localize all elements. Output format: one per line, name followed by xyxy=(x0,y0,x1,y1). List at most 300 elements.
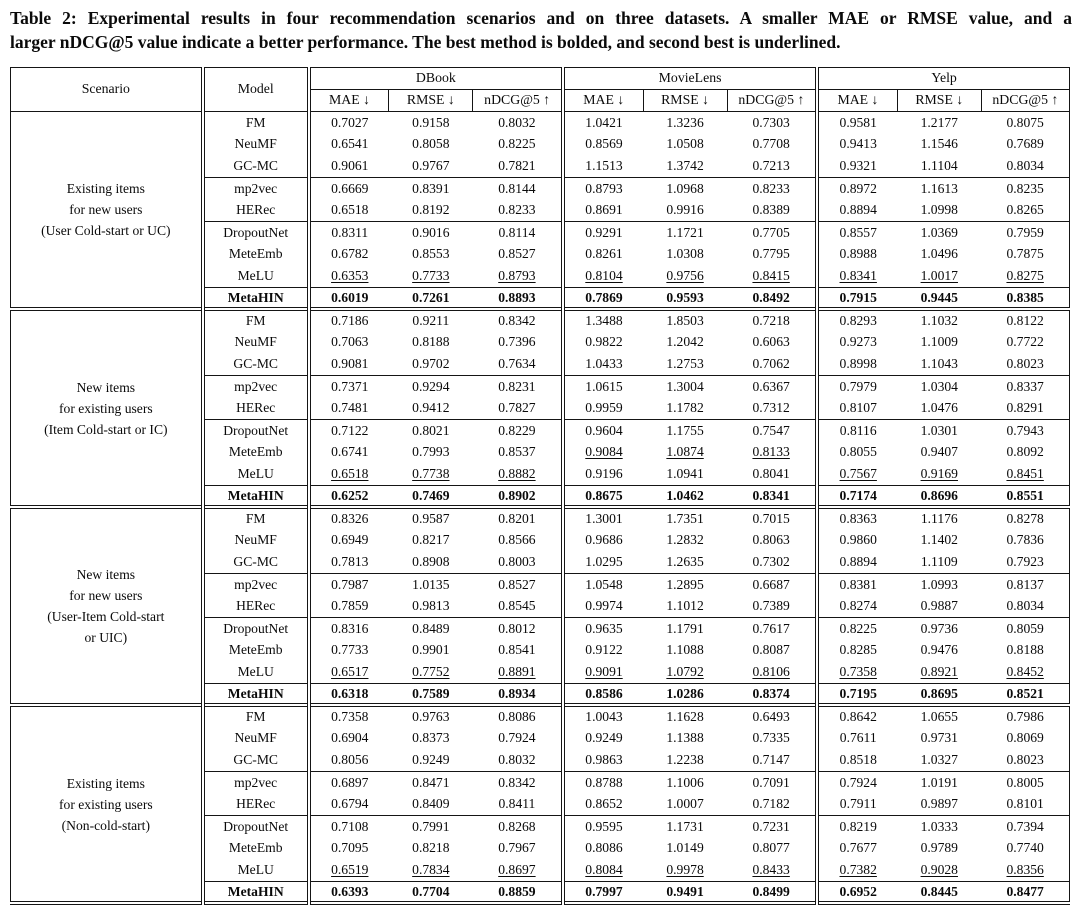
metric-value: 0.8691 xyxy=(563,199,643,221)
metric-value: 0.7218 xyxy=(727,309,817,331)
header-metric-yelp-mae: MAE ↓ xyxy=(817,89,897,111)
metric-value: 0.8527 xyxy=(473,573,563,595)
metric-value: 1.3001 xyxy=(563,507,643,529)
metric-value: 1.2042 xyxy=(666,334,704,350)
metric-value: 0.8566 xyxy=(498,532,536,548)
metric-value: 0.9291 xyxy=(563,221,643,243)
metric-value: 0.9061 xyxy=(309,155,389,177)
metric-value: 0.8675 xyxy=(563,485,643,507)
metric-value: 1.0135 xyxy=(389,573,473,595)
model-name: MetaHIN xyxy=(203,287,309,309)
metric-value: 0.8551 xyxy=(981,485,1069,507)
model-name: FM xyxy=(203,111,309,133)
metric-value: 1.1513 xyxy=(563,155,643,177)
model-name: MeLU xyxy=(203,661,309,683)
metric-value: 0.7708 xyxy=(752,136,790,152)
metric-value: 0.7752 xyxy=(412,664,450,680)
metric-value: 0.9158 xyxy=(389,111,473,133)
model-name: FM xyxy=(203,705,309,727)
metric-value: 0.8233 xyxy=(498,202,536,218)
metric-value: 0.8034 xyxy=(1006,158,1044,174)
metric-value: 0.9595 xyxy=(563,815,643,837)
metric-value: 0.8891 xyxy=(498,664,536,680)
model-name: mp2vec xyxy=(203,177,309,199)
metric-value: 0.7915 xyxy=(817,287,897,309)
metric-value: 0.6949 xyxy=(309,529,389,551)
metric-value: 0.9686 xyxy=(563,529,643,551)
metric-value: 0.8188 xyxy=(412,334,450,350)
metric-value: 0.7611 xyxy=(817,727,897,749)
metric-value: 1.3742 xyxy=(666,158,704,174)
metric-value: 0.8114 xyxy=(473,221,563,243)
metric-value: 0.8445 xyxy=(897,881,981,903)
metric-value: 0.9731 xyxy=(920,730,958,746)
metric-value: 0.7738 xyxy=(412,466,450,482)
metric-value: 0.6669 xyxy=(309,177,389,199)
metric-value: 0.8894 xyxy=(817,199,897,221)
metric-value: 0.9635 xyxy=(563,617,643,639)
metric-value: 0.8219 xyxy=(817,815,897,837)
model-name: GC-MC xyxy=(203,551,309,573)
metric-value: 0.7997 xyxy=(563,881,643,903)
metric-value: 1.0043 xyxy=(563,705,643,727)
metric-value: 0.7122 xyxy=(309,419,389,441)
metric-value: 0.9887 xyxy=(920,598,958,614)
metric-value: 1.1088 xyxy=(666,642,704,658)
scenario-label xyxy=(11,111,203,309)
metric-value: 0.8356 xyxy=(1006,862,1044,878)
header-metric-movielens-ndcg: nDCG@5 ↑ xyxy=(727,89,817,111)
metric-value: 0.9581 xyxy=(817,111,897,133)
metric-value: 0.7394 xyxy=(981,815,1069,837)
metric-value: 0.8527 xyxy=(498,246,536,262)
metric-value: 1.0369 xyxy=(897,221,981,243)
scenario-line: Existing items xyxy=(66,775,145,791)
header-dataset-movielens: MovieLens xyxy=(563,67,817,89)
metric-value: 1.0327 xyxy=(920,752,958,768)
metric-value: 0.8218 xyxy=(412,840,450,856)
metric-value: 0.7469 xyxy=(389,485,473,507)
metric-value: 1.0476 xyxy=(920,400,958,416)
metric-value: 0.8409 xyxy=(412,796,450,812)
header-dataset-dbook: DBook xyxy=(309,67,563,89)
table-body xyxy=(11,111,1070,903)
metric-value: 0.9196 xyxy=(563,463,643,485)
metric-value: 0.7923 xyxy=(1006,554,1044,570)
metric-value: 0.8055 xyxy=(817,441,897,463)
metric-value: 0.8374 xyxy=(727,683,817,705)
metric-value: 0.8381 xyxy=(817,573,897,595)
metric-value: 0.9863 xyxy=(563,749,643,771)
metric-value: 0.8541 xyxy=(498,642,536,658)
metric-value: 0.7186 xyxy=(309,309,389,331)
metric-value: 0.8859 xyxy=(473,881,563,903)
metric-value: 0.7991 xyxy=(389,815,473,837)
metric-value: 0.8274 xyxy=(817,595,897,617)
metric-value: 1.1402 xyxy=(920,532,958,548)
scenario-line: (Non-cold-start) xyxy=(61,817,150,833)
metric-value: 0.7567 xyxy=(817,463,897,485)
metric-value: 0.8521 xyxy=(981,683,1069,705)
metric-value: 0.7382 xyxy=(817,859,897,881)
metric-value: 0.8268 xyxy=(473,815,563,837)
scenario-line: for new users xyxy=(69,201,143,217)
model-name: DropoutNet xyxy=(203,815,309,837)
metric-value: 0.7834 xyxy=(412,862,450,878)
model-name: HERec xyxy=(203,199,309,221)
metric-value: 0.7959 xyxy=(981,221,1069,243)
metric-value: 0.7689 xyxy=(1006,136,1044,152)
metric-value: 0.8003 xyxy=(498,554,536,570)
metric-value: 1.2635 xyxy=(666,554,704,570)
metric-value: 0.8545 xyxy=(498,598,536,614)
metric-value: 0.8086 xyxy=(563,837,643,859)
metric-value: 0.8988 xyxy=(817,243,897,265)
metric-value: 0.9756 xyxy=(666,268,704,284)
metric-value: 0.9593 xyxy=(643,287,727,309)
metric-value: 0.6904 xyxy=(309,727,389,749)
metric-value: 1.1613 xyxy=(897,177,981,199)
model-name: NeuMF xyxy=(203,133,309,155)
metric-value: 0.6741 xyxy=(309,441,389,463)
metric-value: 0.9604 xyxy=(563,419,643,441)
model-name: DropoutNet xyxy=(203,419,309,441)
metric-value: 0.6782 xyxy=(309,243,389,265)
metric-value: 0.9321 xyxy=(817,155,897,177)
metric-value: 0.7821 xyxy=(498,158,536,174)
metric-value: 1.0308 xyxy=(666,246,704,262)
metric-value: 1.0615 xyxy=(563,375,643,397)
metric-value: 0.8557 xyxy=(817,221,897,243)
metric-value: 0.7875 xyxy=(1006,246,1044,262)
metric-value: 0.8275 xyxy=(1006,268,1044,284)
scenario-line: New items xyxy=(76,379,136,395)
metric-value: 0.8092 xyxy=(1006,444,1044,460)
metric-value: 0.8188 xyxy=(1006,642,1044,658)
metric-value: 0.8337 xyxy=(981,375,1069,397)
metric-value: 0.7547 xyxy=(727,419,817,441)
metric-value: 0.8385 xyxy=(981,287,1069,309)
metric-value: 0.8908 xyxy=(412,554,450,570)
metric-value: 0.8921 xyxy=(920,664,958,680)
model-name: MeteEmb xyxy=(203,243,309,265)
metric-value: 0.9294 xyxy=(389,375,473,397)
metric-value: 0.9016 xyxy=(389,221,473,243)
metric-value: 0.9122 xyxy=(563,639,643,661)
metric-value: 1.1791 xyxy=(643,617,727,639)
metric-value: 0.8063 xyxy=(752,532,790,548)
metric-value: 0.9028 xyxy=(920,862,958,878)
metric-value: 0.7015 xyxy=(727,507,817,529)
header-model: Model xyxy=(203,67,309,111)
table-caption xyxy=(10,7,1072,55)
metric-value: 0.6318 xyxy=(309,683,389,705)
metric-value: 0.8069 xyxy=(1006,730,1044,746)
scenario-label xyxy=(11,507,203,705)
metric-value: 0.7836 xyxy=(1006,532,1044,548)
metric-value: 0.7986 xyxy=(981,705,1069,727)
model-name: FM xyxy=(203,507,309,529)
model-name: mp2vec xyxy=(203,573,309,595)
metric-value: 0.8086 xyxy=(473,705,563,727)
metric-value: 0.7358 xyxy=(817,661,897,683)
metric-value: 0.8106 xyxy=(752,664,790,680)
metric-value: 1.0421 xyxy=(563,111,643,133)
metric-value: 0.8415 xyxy=(752,268,790,284)
metric-value: 0.8553 xyxy=(412,246,450,262)
metric-value: 0.6687 xyxy=(727,573,817,595)
metric-value: 0.8192 xyxy=(412,202,450,218)
metric-value: 0.9736 xyxy=(897,617,981,639)
metric-value: 1.0149 xyxy=(666,840,704,856)
header-dataset-yelp: Yelp xyxy=(817,67,1069,89)
caption-line-2: larger nDCG@5 value indicate a better performance. The best method is bolded, and second best is underlined. xyxy=(10,31,841,52)
metric-value: 1.3488 xyxy=(563,309,643,331)
scenario-line: (User Cold-start or UC) xyxy=(41,222,171,238)
metric-value: 0.8697 xyxy=(498,862,536,878)
metric-value: 1.0941 xyxy=(666,466,704,482)
metric-value: 1.0462 xyxy=(643,485,727,507)
metric-value: 0.8058 xyxy=(412,136,450,152)
metric-value: 1.1104 xyxy=(920,158,958,174)
caption-line-1: Table 2: Experimental results in four recommendation scenarios and on three datasets. A smaller MAE or RMSE value, and a xyxy=(10,8,1072,28)
scenario-line: or UIC) xyxy=(84,630,128,646)
scenario-line: (Item Cold-start or IC) xyxy=(44,421,168,437)
metric-value: 0.8012 xyxy=(473,617,563,639)
metric-value: 0.9702 xyxy=(412,356,450,372)
scenario-line: Existing items xyxy=(66,180,145,196)
metric-value: 1.2753 xyxy=(666,356,704,372)
metric-value: 0.8021 xyxy=(389,419,473,441)
model-name: GC-MC xyxy=(203,155,309,177)
metric-value: 0.7795 xyxy=(752,246,790,262)
metric-value: 0.7108 xyxy=(309,815,389,837)
metric-value: 0.8492 xyxy=(727,287,817,309)
metric-value: 0.8569 xyxy=(563,133,643,155)
metric-value: 0.8518 xyxy=(817,749,897,771)
metric-value: 0.9860 xyxy=(817,529,897,551)
metric-value: 1.1043 xyxy=(920,356,958,372)
metric-value: 1.0874 xyxy=(666,444,704,460)
metric-value: 0.7231 xyxy=(727,815,817,837)
metric-value: 0.7312 xyxy=(752,400,790,416)
metric-value: 0.7634 xyxy=(498,356,536,372)
metric-value: 0.7993 xyxy=(412,444,450,460)
metric-value: 1.1731 xyxy=(643,815,727,837)
metric-value: 0.8077 xyxy=(752,840,790,856)
metric-value: 0.8882 xyxy=(498,466,536,482)
metric-value: 0.8133 xyxy=(752,444,790,460)
metric-value: 0.8342 xyxy=(473,771,563,793)
metric-value: 0.6063 xyxy=(752,334,790,350)
metric-value: 0.8291 xyxy=(1006,400,1044,416)
metric-value: 1.0295 xyxy=(563,551,643,573)
model-name: DropoutNet xyxy=(203,221,309,243)
metric-value: 0.8116 xyxy=(817,419,897,441)
metric-value: 0.8023 xyxy=(1006,752,1044,768)
metric-value: 0.7943 xyxy=(981,419,1069,441)
metric-value: 0.8471 xyxy=(389,771,473,793)
metric-value: 0.8537 xyxy=(498,444,536,460)
metric-value: 0.7733 xyxy=(412,268,450,284)
metric-value: 0.6252 xyxy=(309,485,389,507)
metric-value: 0.8293 xyxy=(817,309,897,331)
metric-value: 1.8503 xyxy=(643,309,727,331)
table-header xyxy=(11,67,1070,111)
metric-value: 0.8311 xyxy=(309,221,389,243)
metric-value: 0.8652 xyxy=(563,793,643,815)
metric-value: 1.0655 xyxy=(897,705,981,727)
metric-value: 0.7705 xyxy=(727,221,817,243)
scenario-line: for existing users xyxy=(59,796,153,812)
metric-value: 0.8363 xyxy=(817,507,897,529)
metric-value: 0.8278 xyxy=(981,507,1069,529)
metric-value: 0.8326 xyxy=(309,507,389,529)
metric-value: 0.8225 xyxy=(498,136,536,152)
metric-value: 0.7213 xyxy=(752,158,790,174)
metric-value: 0.8137 xyxy=(981,573,1069,595)
metric-value: 0.8101 xyxy=(1006,796,1044,812)
metric-value: 0.8341 xyxy=(817,265,897,287)
metric-value: 1.1628 xyxy=(643,705,727,727)
metric-value: 0.7335 xyxy=(752,730,790,746)
metric-value: 0.8902 xyxy=(473,485,563,507)
metric-value: 0.8104 xyxy=(563,265,643,287)
metric-value: 0.7617 xyxy=(727,617,817,639)
metric-value: 0.7924 xyxy=(498,730,536,746)
metric-value: 0.7869 xyxy=(563,287,643,309)
metric-value: 0.6952 xyxy=(817,881,897,903)
metric-value: 1.2177 xyxy=(897,111,981,133)
metric-value: 0.8391 xyxy=(389,177,473,199)
metric-value: 0.8059 xyxy=(981,617,1069,639)
header-metric-dbook-rmse: RMSE ↓ xyxy=(389,89,473,111)
model-name: FM xyxy=(203,309,309,331)
metric-value: 0.9081 xyxy=(309,353,389,375)
scenario-line: New items xyxy=(76,566,136,582)
header-scenario: Scenario xyxy=(81,81,130,97)
metric-value: 1.0792 xyxy=(666,664,704,680)
metric-value: 0.6517 xyxy=(309,661,389,683)
model-name: mp2vec xyxy=(203,771,309,793)
metric-value: 0.8793 xyxy=(498,268,536,284)
metric-value: 0.9491 xyxy=(643,881,727,903)
metric-value: 0.6393 xyxy=(309,881,389,903)
model-name: DropoutNet xyxy=(203,617,309,639)
metric-value: 0.9822 xyxy=(563,331,643,353)
metric-value: 1.0496 xyxy=(920,246,958,262)
metric-value: 1.0993 xyxy=(897,573,981,595)
metric-value: 0.9445 xyxy=(897,287,981,309)
metric-value: 0.8998 xyxy=(817,353,897,375)
metric-value: 0.8316 xyxy=(309,617,389,639)
results-table xyxy=(10,67,1070,905)
header-metric-movielens-mae: MAE ↓ xyxy=(563,89,643,111)
metric-value: 0.8032 xyxy=(498,752,536,768)
metric-value: 0.7733 xyxy=(309,639,389,661)
metric-value: 0.8225 xyxy=(817,617,897,639)
metric-value: 0.8934 xyxy=(473,683,563,705)
metric-value: 0.7924 xyxy=(817,771,897,793)
metric-value: 0.7859 xyxy=(309,595,389,617)
metric-value: 0.8231 xyxy=(473,375,563,397)
metric-value: 1.1782 xyxy=(666,400,704,416)
metric-value: 0.7091 xyxy=(727,771,817,793)
metric-value: 0.8433 xyxy=(752,862,790,878)
metric-value: 0.9974 xyxy=(563,595,643,617)
metric-value: 0.7396 xyxy=(498,334,536,350)
header-metric-dbook-mae: MAE ↓ xyxy=(309,89,389,111)
metric-value: 1.0998 xyxy=(920,202,958,218)
metric-value: 1.0433 xyxy=(563,353,643,375)
metric-value: 0.8233 xyxy=(727,177,817,199)
metric-value: 0.6353 xyxy=(309,265,389,287)
metric-value: 1.2895 xyxy=(643,573,727,595)
metric-value: 0.9767 xyxy=(412,158,450,174)
metric-value: 0.8087 xyxy=(752,642,790,658)
metric-value: 1.0968 xyxy=(643,177,727,199)
metric-value: 0.7063 xyxy=(309,331,389,353)
metric-value: 0.9249 xyxy=(563,727,643,749)
metric-value: 0.8389 xyxy=(752,202,790,218)
metric-value: 0.8341 xyxy=(727,485,817,507)
model-name: GC-MC xyxy=(203,353,309,375)
metric-value: 1.1109 xyxy=(920,554,958,570)
metric-value: 0.8122 xyxy=(981,309,1069,331)
metric-value: 0.7813 xyxy=(309,551,389,573)
metric-value: 0.9587 xyxy=(389,507,473,529)
metric-value: 0.6541 xyxy=(309,133,389,155)
metric-value: 0.9901 xyxy=(412,642,450,658)
metric-value: 0.7589 xyxy=(389,683,473,705)
metric-value: 0.8056 xyxy=(309,749,389,771)
metric-value: 0.8477 xyxy=(981,881,1069,903)
metric-value: 0.7195 xyxy=(817,683,897,705)
model-name: mp2vec xyxy=(203,375,309,397)
metric-value: 0.8499 xyxy=(727,881,817,903)
metric-value: 0.9169 xyxy=(920,466,958,482)
metric-value: 0.7967 xyxy=(498,840,536,856)
metric-value: 0.8217 xyxy=(412,532,450,548)
metric-value: 0.9084 xyxy=(563,441,643,463)
metric-value: 0.8075 xyxy=(981,111,1069,133)
metric-value: 0.8642 xyxy=(817,705,897,727)
model-name: GC-MC xyxy=(203,749,309,771)
metric-value: 0.6794 xyxy=(309,793,389,815)
metric-value: 0.9413 xyxy=(817,133,897,155)
metric-value: 1.1721 xyxy=(643,221,727,243)
header-metric-movielens-rmse: RMSE ↓ xyxy=(643,89,727,111)
metric-value: 0.6019 xyxy=(309,287,389,309)
metric-value: 0.8144 xyxy=(473,177,563,199)
model-name: MeteEmb xyxy=(203,837,309,859)
metric-value: 0.7302 xyxy=(752,554,790,570)
metric-value: 0.7303 xyxy=(727,111,817,133)
metric-value: 0.7722 xyxy=(1006,334,1044,350)
metric-value: 1.0333 xyxy=(897,815,981,837)
metric-value: 0.7371 xyxy=(309,375,389,397)
metric-value: 0.9959 xyxy=(563,397,643,419)
model-name: NeuMF xyxy=(203,529,309,551)
metric-value: 1.2832 xyxy=(666,532,704,548)
metric-value: 1.1755 xyxy=(643,419,727,441)
metric-value: 0.8107 xyxy=(817,397,897,419)
metric-value: 0.7095 xyxy=(309,837,389,859)
metric-value: 0.7261 xyxy=(389,287,473,309)
metric-value: 0.8451 xyxy=(1006,466,1044,482)
metric-value: 0.7358 xyxy=(309,705,389,727)
metric-value: 0.8032 xyxy=(473,111,563,133)
